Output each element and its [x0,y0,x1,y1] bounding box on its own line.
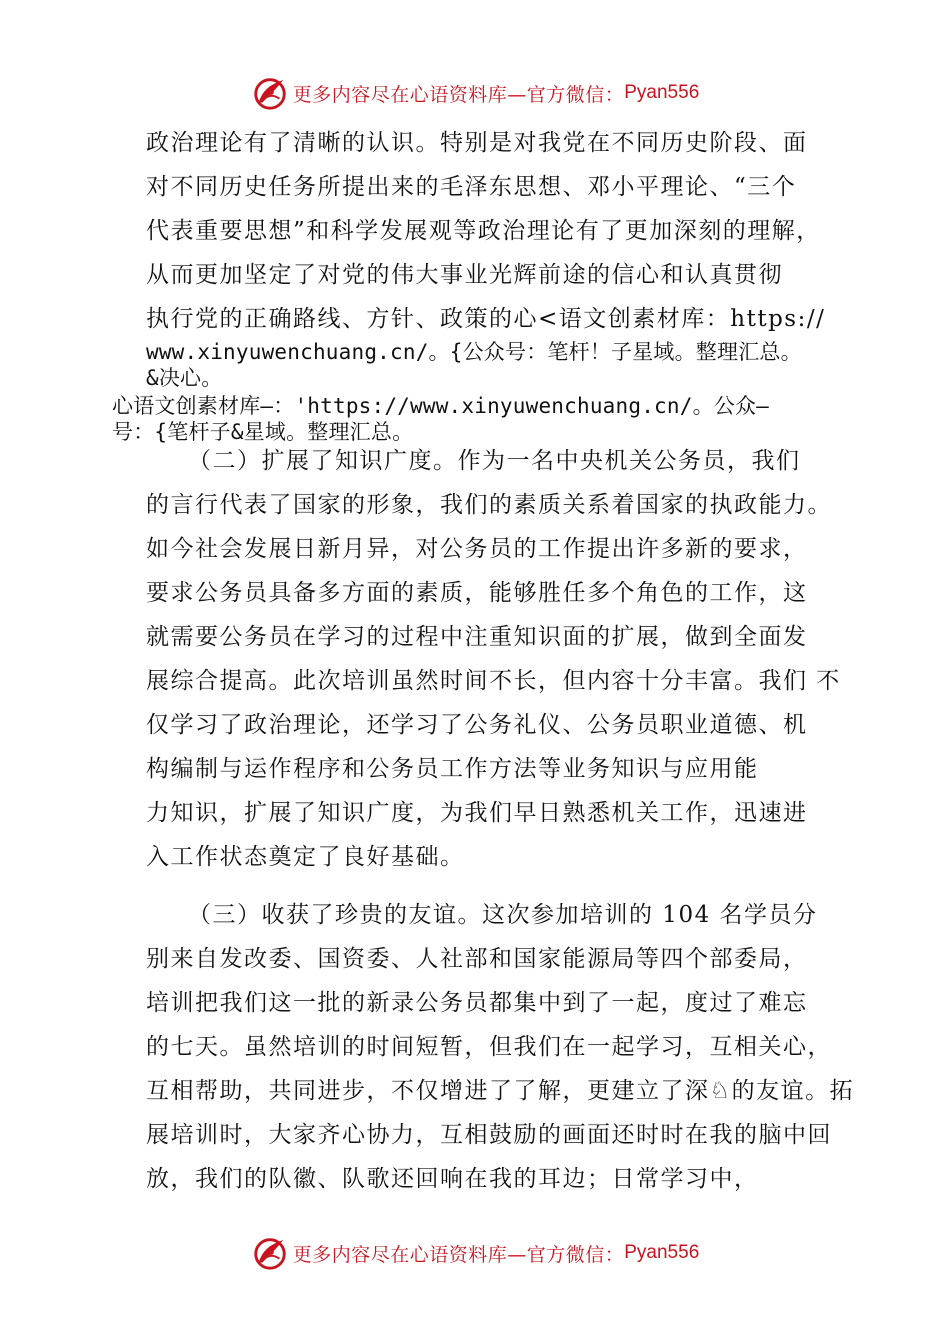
text-line: 要求公务员具备多方面的素质，能够胜任多个角色的工作，这 [146,580,808,606]
text-line: 入工作状态奠定了良好基础。 [146,844,465,870]
footer-banner-text: 更多内容尽在心语资料库—官方微信： [292,1243,625,1266]
text-line: 如今社会发展日新月异，对公务员的工作提出许多新的要求， [146,536,808,562]
header-wechat-id: Pyan556 [624,82,700,103]
header-banner [0,68,950,118]
text-line: 对不同历史任务所提出来的毛泽东思想、邓小平理论、“三个 [146,174,797,200]
text-line: 构编制与运作程序和公务员工作方法等业务知识与应用能 [146,756,759,782]
paragraph-2-heading: （二）扩展了知识广度。作为一名中央机关公务员，我们 [188,448,801,474]
red-swirl-logo-icon [251,74,289,112]
text-line: 的七天。虽然培训的时间短暂，但我们在一起学习，互相关心， [146,1034,832,1060]
text-line: 互相帮助，共同进步，不仅增进了了解，更建立了深♘的友谊。拓 [146,1078,855,1104]
text-line: 执行党的正确路线、方针、政策的心<语文创素材库：https:// [146,306,826,332]
text-line: 别来自发改委、国资委、人社部和国家能源局等四个部委局， [146,946,808,972]
text-line: 心语文创素材库—：'https://www.xinyuwenchuang.cn/。公众— [112,394,770,418]
text-line: 政治理论有了清晰的认识。特别是对我党在不同历史阶段、面 [146,130,808,156]
text-line: 仅学习了政治理论，还学习了公务礼仪、公务员职业道德、机 [146,712,808,738]
text-line: www.xinyuwenchuang.cn/。{公众号：笔杆！子星域。整理汇总。 [146,340,802,364]
text-line: 力知识，扩展了知识广度，为我们早日熟悉机关工作，迅速进 [146,800,808,826]
text-line: 放，我们的队徽、队歌还回响在我的耳边；日常学习中， [146,1166,759,1192]
footer-banner [0,1228,950,1278]
footer-wechat-id: Pyan556 [624,1242,700,1263]
text-line: 就需要公务员在学习的过程中注重知识面的扩展，做到全面发 [146,624,808,650]
text-line: 的言行代表了国家的形象，我们的素质关系着国家的执政能力。 [146,492,832,518]
header-banner-text: 更多内容尽在心语资料库—官方微信： [292,83,625,106]
text-line: 号：{笔杆子&星域。整理汇总。 [112,420,414,444]
paragraph-3-heading: （三）收获了珍贵的友谊。这次参加培训的 104 名学员分 [188,902,818,928]
text-line: 培训把我们这一批的新录公务员都集中到了一起，度过了难忘 [146,990,808,1016]
text-line: 展培训时，大家齐心协力，互相鼓励的画面还时时在我的脑中回 [146,1122,832,1148]
text-line: &决心。 [146,366,223,390]
red-swirl-logo-icon [251,1234,289,1272]
text-line: 从而更加坚定了对党的伟大事业光辉前途的信心和认真贯彻 [146,262,783,288]
text-line: 代表重要思想”和科学发展观等政治理论有了更加深刻的理解， [146,218,821,244]
text-line: 展综合提高。此次培训虽然时间不长，但内容十分丰富。我们 不 [146,668,841,694]
